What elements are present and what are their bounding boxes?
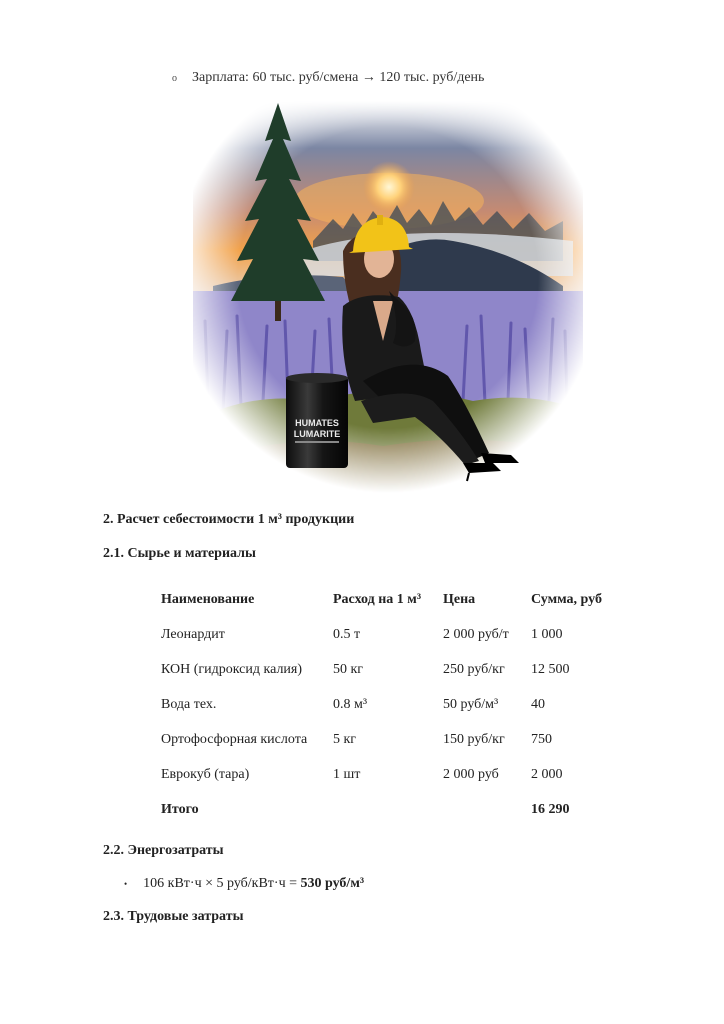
cell-name: Вода тех. (161, 696, 217, 712)
product-drum (286, 373, 348, 468)
subsection-heading-energy: 2.2. Энергозатраты (103, 843, 224, 858)
energy-formula: 106 кВт·ч × 5 руб/кВт·ч = (143, 876, 301, 891)
product-label-line1: HUMATES (295, 418, 339, 428)
product-label-line2: LUMARITE (293, 429, 341, 439)
energy-result: 530 руб/м³ (300, 876, 365, 891)
header-price: Цена (443, 591, 476, 607)
salary-text: Зарплата: 60 тыс. руб/смена → 120 тыс. руб/день (192, 70, 485, 85)
materials-table (156, 582, 616, 827)
cell-price: 150 руб/кг (443, 731, 505, 747)
header-name: Наименование (161, 591, 255, 607)
cell-sum: 1 000 (531, 626, 563, 642)
cell-price: 250 руб/кг (443, 661, 505, 677)
cell-name: Ортофосфорная кислота (161, 731, 308, 747)
header-sum: Сумма, руб (531, 591, 602, 607)
cell-name: КОН (гидроксид калия) (161, 661, 303, 677)
table-row (156, 617, 616, 652)
cell-sum: 2 000 (531, 766, 563, 782)
cell-name: Еврокуб (тара) (161, 766, 250, 782)
cell-consumption: 1 шт (333, 766, 361, 782)
hollow-bullet-icon: o (172, 72, 177, 84)
section-heading-cost: 2. Расчет себестоимости 1 м³ продукции (103, 512, 355, 527)
table-row (156, 722, 616, 757)
total-label: Итого (161, 801, 199, 817)
table-total-row (156, 792, 616, 827)
table-header-row (156, 582, 616, 617)
cell-name: Леонардит (161, 626, 225, 642)
cell-price: 2 000 руб/т (443, 626, 509, 642)
energy-list-item (124, 876, 364, 892)
table-row (156, 652, 616, 687)
table-row (156, 757, 616, 792)
subsection-heading-materials: 2.1. Сырье и материалы (103, 546, 256, 561)
cell-sum: 750 (531, 731, 552, 747)
cell-consumption: 50 кг (333, 661, 364, 677)
header-consumption: Расход на 1 м³ (333, 591, 422, 607)
total-value: 16 290 (531, 801, 570, 817)
table-row (156, 687, 616, 722)
cell-sum: 40 (531, 696, 545, 712)
cell-price: 2 000 руб (443, 766, 499, 782)
salary-list-item (172, 70, 484, 86)
cell-price: 50 руб/м³ (443, 696, 499, 712)
cell-consumption: 0.5 т (333, 626, 361, 642)
promo-illustration (193, 101, 583, 493)
cell-sum: 12 500 (531, 661, 570, 677)
cell-consumption: 0.8 м³ (333, 696, 368, 712)
subsection-heading-labor: 2.3. Трудовые затраты (103, 909, 244, 924)
bullet-dot-icon: • (124, 879, 128, 889)
cell-consumption: 5 кг (333, 731, 357, 747)
